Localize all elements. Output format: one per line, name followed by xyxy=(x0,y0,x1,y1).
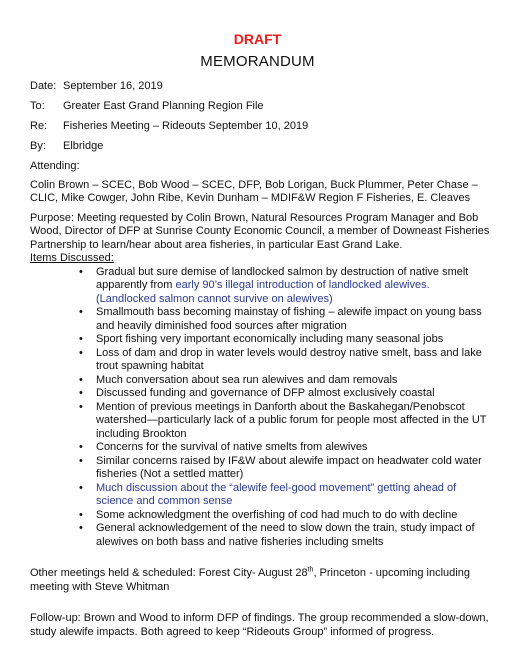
date-value: September 16, 2019 xyxy=(63,80,163,92)
list-item xyxy=(79,387,490,401)
list-item xyxy=(79,455,490,482)
item-text: Some acknowledgment the overfishing of cod had much to do with decline xyxy=(96,508,458,521)
list-item xyxy=(79,482,490,509)
item-text: Smallmouth bass becoming mainstay of fishing – alewife impact on young bass and heavily diminished food sources after migration xyxy=(96,306,482,332)
re-label: Re: xyxy=(30,120,48,132)
purpose-text: Purpose: Meeting requested by Colin Brown, Natural Resources Program Manager and Bob Wood, Director of DFP at Sunrise County Economic Council, a member of Downeast Fisheries Partnership to learn/hear about area fisheries, in particular East Grand Lake. xyxy=(30,211,490,251)
list-item xyxy=(79,374,490,388)
list-item xyxy=(79,441,490,455)
list-item xyxy=(79,509,490,523)
item-text: General acknowledgement of the need to slow down the train, study impact of alewives on both bass and native fisheries including smelts xyxy=(96,522,475,548)
re-value: Fisheries Meeting – Rideouts September 10, 2019 xyxy=(63,120,309,132)
item-text: Mention of previous meetings in Danforth about the Baskahegan/Penobscot watershed—particularly lack of a public forum for people most affected in the UT including Brookton xyxy=(96,400,487,440)
item-text-highlight: early 90’s illegal introduction of landlocked alewives. (Landlocked salmon cannot survive on alewives) xyxy=(96,279,430,305)
attending-label: Attending: xyxy=(30,160,80,172)
date-row xyxy=(30,80,490,94)
date-label: Date: xyxy=(30,80,57,92)
ordinal-suffix: th xyxy=(307,566,314,574)
re-row xyxy=(30,120,490,134)
item-text: Sport fishing very important economically including many seasonal jobs xyxy=(96,333,444,345)
by-value: Elbridge xyxy=(63,140,104,152)
to-row xyxy=(30,100,490,114)
other-meetings-part1: Other meetings held & scheduled: Forest City- August 28 xyxy=(30,567,308,579)
other-meetings-text xyxy=(30,567,490,594)
memo-title: MEMORANDUM xyxy=(200,53,315,70)
items-discussed-heading: Items Discussed: xyxy=(30,252,114,264)
item-text-highlight: Much discussion about the “alewife feel-good movement” getting ahead of science and common sense xyxy=(96,481,457,507)
list-item xyxy=(79,333,490,347)
item-text: Gradual but sure demise of landlocked salmon by destruction of native smelt apparently from xyxy=(96,265,469,291)
followup-text: Follow-up: Brown and Wood to inform DFP of findings. The group recommended a slow-down, study alewife impacts. Both agreed to keep “Rideouts Group” informed of progress. xyxy=(30,612,489,638)
item-text: Concerns for the survival of native smelts from alewives xyxy=(96,441,368,453)
items-list xyxy=(30,266,490,550)
item-text: Similar concerns raised by IF&W about alewife impact on headwater cold water fisheries (Not a settled matter) xyxy=(96,454,482,480)
list-item xyxy=(79,266,490,307)
list-item xyxy=(79,522,490,549)
list-item xyxy=(79,401,490,442)
by-label: By: xyxy=(30,140,46,152)
draft-label: DRAFT xyxy=(233,31,282,47)
to-label: To: xyxy=(30,100,45,112)
memo-body xyxy=(30,80,490,639)
item-text: Loss of dam and drop in water levels would destroy native smelt, bass and lake trout spawning habitat xyxy=(96,346,482,372)
list-item xyxy=(79,306,490,333)
list-item xyxy=(79,347,490,374)
other-meetings-part2: , Princeton - upcoming including meeting with Steve Whitman xyxy=(30,567,470,593)
by-row xyxy=(30,140,490,154)
item-text: Much conversation about sea run alewives and dam removals xyxy=(96,373,398,386)
item-text: Discussed funding and governance of DFP almost exclusively coastal xyxy=(96,387,435,399)
to-value: Greater East Grand Planning Region File xyxy=(63,100,264,112)
attendees-text: Colin Brown – SCEC, Bob Wood – SCEC, DFP, Bob Lorigan, Buck Plummer, Peter Chase – CLIC, Mike Cowger, John Ribe, Kevin Dunham – MDIF&W Region F Fisheries, E. Cleaves xyxy=(30,178,478,204)
